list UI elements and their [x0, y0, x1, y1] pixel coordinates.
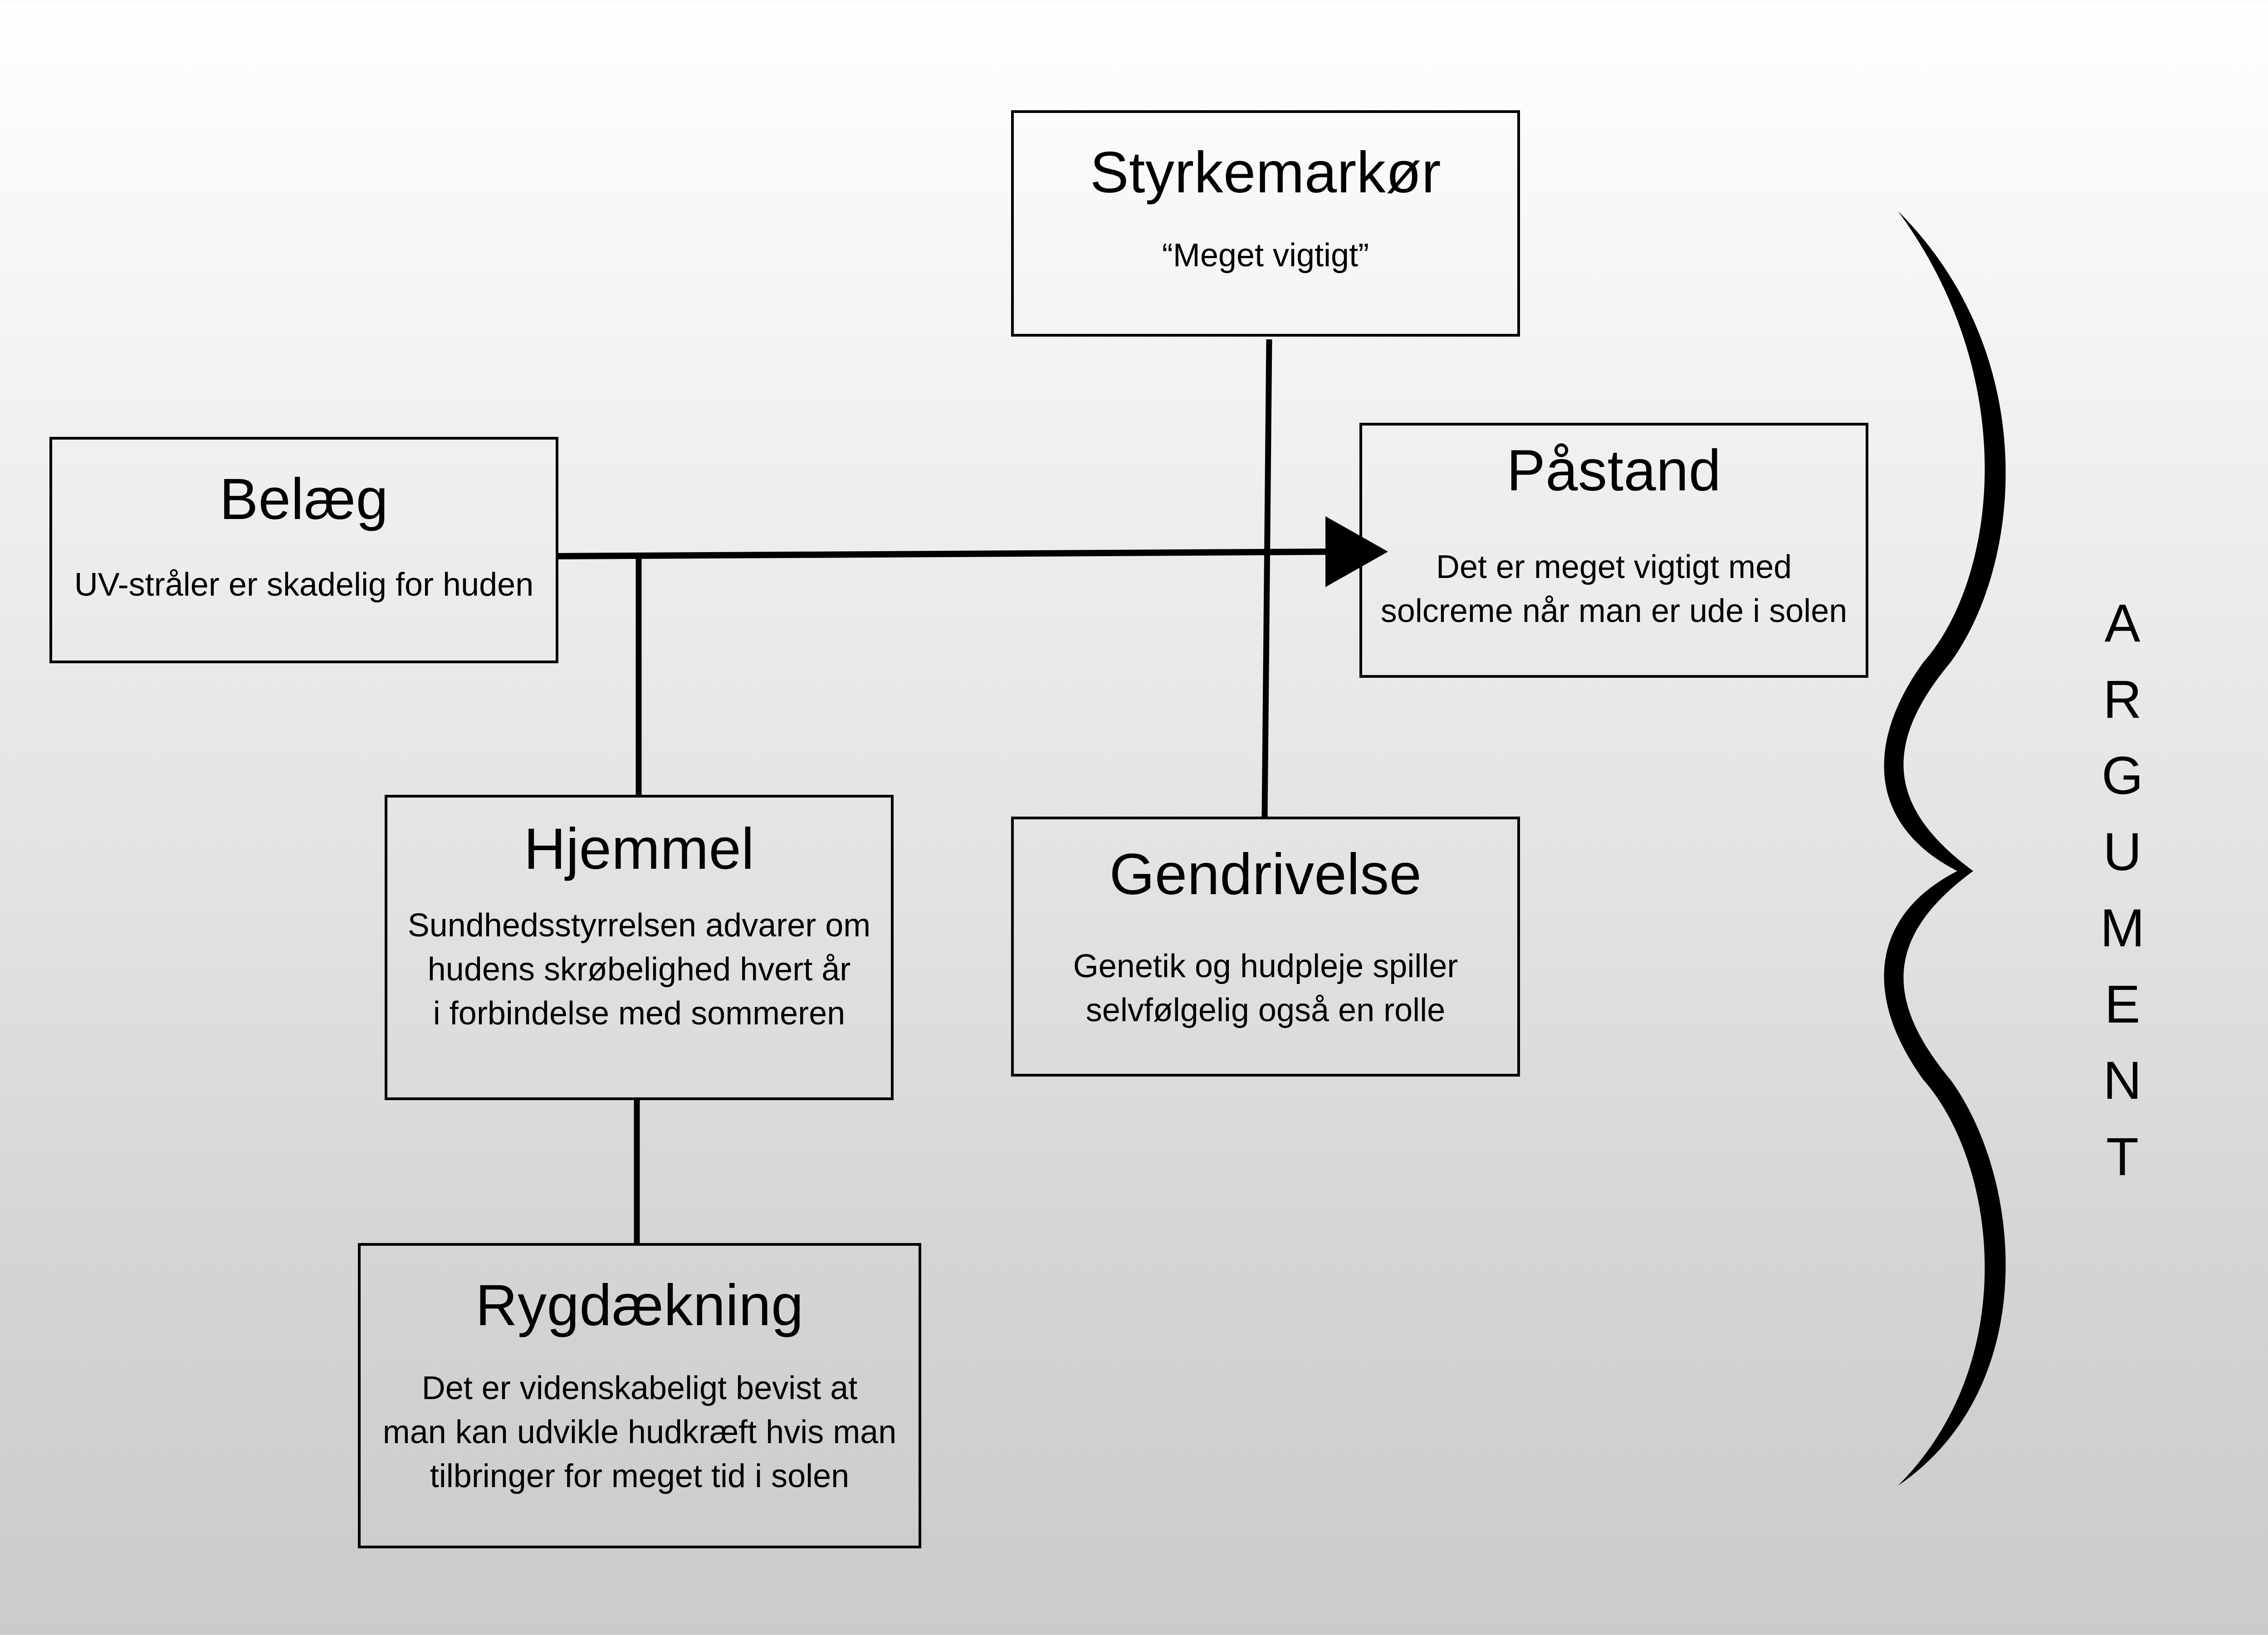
rygdaekning-text: Det er videnskabeligt bevist at man kan udvikle hudkræft hvis man tilbringer for meget tid i solen [382, 1370, 897, 1494]
rygdaekning-box [358, 1243, 921, 1548]
pastand-text: Det er meget vigtigt med solcreme når man er ude i solen [1380, 549, 1848, 629]
hjemmel-box [385, 795, 894, 1100]
belaeg-title: Belæg [219, 467, 389, 532]
belaeg-text: UV-stråler er skadelig for huden [74, 567, 534, 603]
styrkemarkor-title: Styrkemarkør [1090, 140, 1441, 205]
styrkemarkor-text: “Meget vigtigt” [1162, 237, 1369, 274]
argument-label: ARGUMENT [2100, 593, 2145, 1187]
styrkemarkor-connector [1265, 339, 1269, 817]
belaeg-box [49, 437, 558, 663]
styrkemarkor-box [1011, 110, 1520, 337]
curly-brace-icon [1884, 211, 2006, 1486]
pastand-title: Påstand [1506, 438, 1721, 503]
belaeg-to-pastand-arrow-line [558, 552, 1338, 556]
gendrivelse-title: Gendrivelse [1109, 842, 1422, 907]
gendrivelse-box [1011, 817, 1520, 1077]
gendrivelse-text: Genetik og hudpleje spiller selvfølgelig også en rolle [1073, 948, 1458, 1028]
hjemmel-title: Hjemmel [523, 817, 755, 881]
hjemmel-text: Sundhedsstyrrelsen advarer om hudens skrøbelighed hvert år i forbindelse med sommeren [407, 907, 871, 1032]
pastand-box [1359, 423, 1868, 678]
rygdaekning-title: Rygdækning [475, 1273, 804, 1338]
